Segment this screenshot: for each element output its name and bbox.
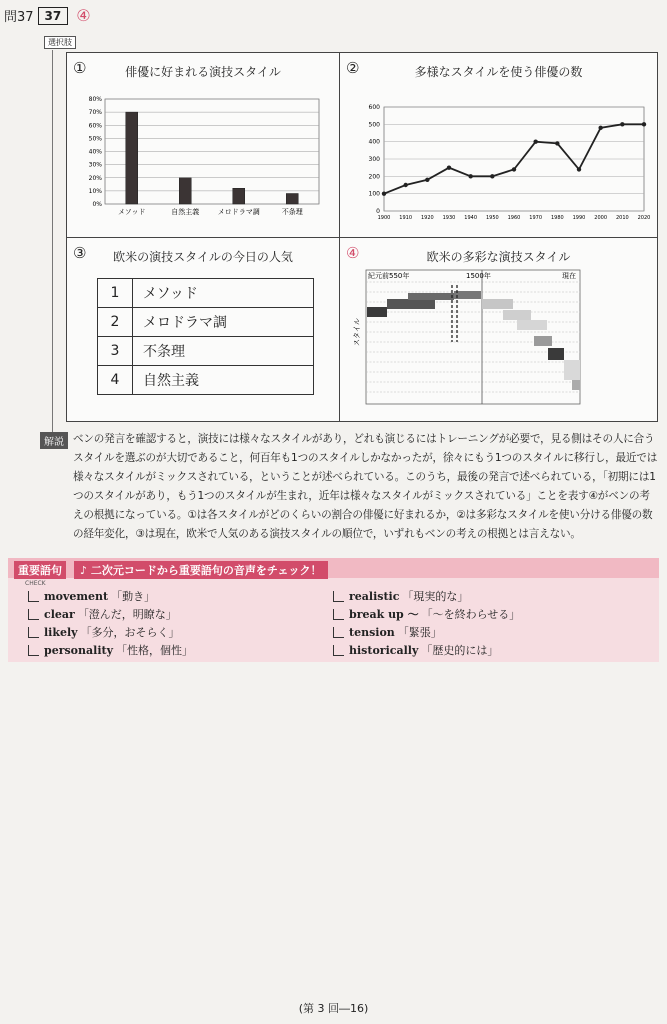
line-x-tick-label: 1950 bbox=[485, 215, 499, 221]
style-bar bbox=[454, 291, 481, 299]
choice-4-number: ④ bbox=[346, 244, 360, 262]
bar-4 bbox=[286, 194, 298, 205]
bar-y-tick-label: 40% bbox=[88, 148, 102, 156]
vocab-item bbox=[28, 588, 155, 604]
vocab-word: clear bbox=[44, 607, 75, 621]
rank-number: 1 bbox=[98, 279, 133, 308]
line-x-tick-label: 2000 bbox=[594, 215, 608, 221]
page-footer: (第 3 回―16) bbox=[298, 1002, 369, 1015]
line-point bbox=[468, 174, 472, 178]
rank-row bbox=[98, 279, 314, 308]
vocab-meaning: 「緊張」 bbox=[397, 626, 442, 639]
rank-number: 2 bbox=[98, 308, 133, 337]
line-x-tick-label: 1930 bbox=[442, 215, 456, 221]
line-x-tick-label: 1980 bbox=[550, 215, 564, 221]
timeline-ylabel: スタイル bbox=[353, 318, 361, 346]
bar-y-tick-label: 20% bbox=[88, 174, 102, 182]
choice-2-title: 多様なスタイルを使う俳優の数 bbox=[414, 65, 583, 79]
rank-number: 3 bbox=[98, 337, 133, 366]
bar-x-tick-label: 不条理 bbox=[281, 208, 303, 216]
style-bar bbox=[503, 310, 531, 320]
style-bar bbox=[387, 299, 435, 309]
vocab-meaning: 「～を終わらせる」 bbox=[421, 608, 521, 621]
choice-3-title: 欧米の演技スタイルの今日の人気 bbox=[113, 250, 293, 264]
style-bar bbox=[482, 299, 513, 309]
line-chart bbox=[340, 53, 657, 237]
choice-3-panel bbox=[67, 238, 340, 421]
explanation-tag: 解説 bbox=[40, 432, 68, 449]
rank-row bbox=[98, 308, 314, 337]
line-point bbox=[533, 139, 537, 143]
line-y-tick-label: 600 bbox=[368, 104, 380, 111]
choice-2-panel bbox=[340, 53, 657, 238]
question-header bbox=[4, 6, 91, 25]
vocab-word: personality bbox=[44, 643, 113, 657]
check-box[interactable] bbox=[28, 609, 39, 620]
check-box[interactable] bbox=[333, 609, 344, 620]
line-x-tick-label: 1990 bbox=[572, 215, 586, 221]
line-point bbox=[403, 183, 407, 187]
line-x-tick-label: 1970 bbox=[529, 215, 543, 221]
style-bar bbox=[534, 336, 552, 346]
line-point bbox=[382, 191, 386, 195]
line-x-tick-label: 1960 bbox=[507, 215, 521, 221]
vocab-word: break up ～ bbox=[349, 608, 419, 621]
style-bar bbox=[367, 307, 387, 317]
choice-grid bbox=[66, 52, 658, 422]
explanation-text: ベンの発言を確認すると，演技には様々なスタイルがあり，どれも演じるにはトレーニングが必要で，見る側はその人に合うスタイルを選ぶのが大切であること，何百年も1つのスタイルしかなかったが，徐々にもう1つのスタイルに移行し，最近では様々なスタイルがミックスされている，ということが述べられている。このうち，最後の発言で述べられている，「初期には1つのスタイルがあり，もう1つのスタイルが生まれ，近年は様々なスタイルがミックスされている」ことを表す④がベンの考えの根拠になっている。①は各スタイルがどのくらいの割合の俳優に好まれるか，②は多彩なスタイルを使い分ける俳優の数の経年変化，③は現在，欧米で人気のある演技スタイルの順位で，いずれもベンの考えの根拠とは言えない。 bbox=[73, 433, 658, 540]
line-y-tick-label: 500 bbox=[368, 121, 380, 129]
line-x-tick-label: 2010 bbox=[615, 215, 629, 221]
line-x-tick-label: 1920 bbox=[420, 215, 434, 221]
vocab-word: likely bbox=[44, 625, 78, 639]
bar-3 bbox=[233, 188, 245, 204]
margin-line bbox=[52, 50, 53, 434]
line-x-tick-label: 1910 bbox=[399, 215, 413, 221]
vocab-title: 重要語句 bbox=[14, 561, 66, 579]
vocab-subtitle: ♪ 二次元コードから重要語句の音声をチェック！ bbox=[74, 561, 328, 579]
rank-style: メロドラマ調 bbox=[133, 308, 314, 337]
vocab-item bbox=[333, 588, 468, 604]
line-x-tick-label: 1900 bbox=[377, 215, 391, 221]
vocab-meaning: 「現実的な」 bbox=[402, 590, 469, 603]
vocab-item bbox=[28, 624, 180, 640]
bar-y-tick-label: 0% bbox=[92, 201, 102, 208]
choice-4-title: 欧米の多彩な演技スタイル bbox=[426, 250, 571, 264]
line-y-tick-label: 200 bbox=[368, 173, 380, 181]
bar-y-tick-label: 60% bbox=[88, 122, 102, 130]
rank-style: 不条理 bbox=[133, 337, 314, 366]
bar-y-tick-label: 50% bbox=[88, 135, 102, 143]
bar-y-tick-label: 10% bbox=[88, 187, 102, 195]
line-point bbox=[598, 126, 602, 130]
vocab-item bbox=[333, 606, 520, 622]
vocab-meaning: 「多分，おそらく」 bbox=[80, 626, 180, 639]
line-point bbox=[512, 167, 516, 171]
line-y-tick-label: 400 bbox=[368, 138, 380, 146]
answer-mark: ④ bbox=[76, 6, 91, 25]
line-point bbox=[620, 122, 624, 126]
vocab-word: realistic bbox=[349, 589, 400, 603]
rank-style: 自然主義 bbox=[133, 366, 314, 395]
vocab-meaning: 「性格，個性」 bbox=[115, 644, 193, 657]
vocab-meaning: 「動き」 bbox=[111, 590, 156, 603]
style-bar bbox=[408, 293, 454, 300]
choice-tag: 選択肢 bbox=[44, 36, 76, 49]
vocab-meaning: 「澄んだ，明瞭な」 bbox=[77, 608, 177, 621]
rank-row bbox=[98, 337, 314, 366]
vocab-word: tension bbox=[349, 625, 395, 639]
style-bar bbox=[564, 360, 580, 380]
question-label: 問37 bbox=[4, 10, 34, 25]
choice-4-panel bbox=[340, 238, 657, 421]
bar-y-tick-label: 30% bbox=[88, 161, 102, 169]
line-point bbox=[490, 174, 494, 178]
bar-y-tick-label: 80% bbox=[88, 96, 102, 103]
check-box[interactable] bbox=[333, 645, 344, 656]
line-point bbox=[555, 141, 559, 145]
vocab-meaning: 「歴史的には」 bbox=[421, 644, 499, 657]
check-label: CHECK bbox=[25, 580, 46, 587]
timeline-label-end: 現在 bbox=[562, 272, 576, 280]
line-y-tick-label: 0 bbox=[376, 208, 380, 215]
style-timeline-diagram bbox=[340, 238, 657, 421]
vocab-word: movement bbox=[44, 589, 109, 603]
rank-row bbox=[98, 366, 314, 395]
bar-y-tick-label: 70% bbox=[88, 109, 102, 117]
vocab-item bbox=[333, 642, 498, 658]
rank-style: メソッド bbox=[133, 279, 314, 308]
timeline-label-start: 紀元前550年 bbox=[368, 272, 410, 280]
vocab-item bbox=[333, 624, 442, 640]
choice-1-panel bbox=[67, 53, 340, 238]
check-box[interactable] bbox=[28, 627, 39, 638]
rank-table bbox=[97, 278, 314, 395]
style-bar bbox=[572, 380, 580, 390]
check-box[interactable] bbox=[333, 591, 344, 602]
choice-1-number: ① bbox=[73, 59, 87, 77]
line-x-tick-label: 2020 bbox=[637, 215, 651, 221]
line-x-tick-label: 1940 bbox=[464, 215, 478, 221]
bar-chart bbox=[67, 53, 339, 237]
choice-1-title: 俳優に好まれる演技スタイル bbox=[125, 65, 281, 79]
vocab-item bbox=[28, 642, 193, 658]
choice-3-number: ③ bbox=[73, 244, 87, 262]
question-number-box: 37 bbox=[38, 7, 69, 25]
bar-x-tick-label: 自然主義 bbox=[171, 208, 200, 216]
line-y-tick-label: 100 bbox=[368, 190, 380, 198]
timeline-label-mid: 1500年 bbox=[466, 272, 491, 280]
line-point bbox=[577, 167, 581, 171]
style-bar bbox=[548, 348, 564, 360]
bar-x-tick-label: メソッド bbox=[118, 208, 146, 216]
line-y-tick-label: 300 bbox=[368, 156, 380, 163]
vocab-word: historically bbox=[349, 643, 419, 657]
rank-number: 4 bbox=[98, 366, 133, 395]
bar-2 bbox=[179, 178, 191, 204]
vocab-item bbox=[28, 606, 177, 622]
line-point bbox=[447, 165, 451, 169]
bar-x-tick-label: メロドラマ調 bbox=[217, 208, 260, 216]
style-bar bbox=[517, 320, 547, 330]
bar-1 bbox=[126, 112, 138, 204]
choice-2-number: ② bbox=[346, 59, 360, 77]
check-box[interactable] bbox=[333, 627, 344, 638]
check-box[interactable] bbox=[28, 591, 39, 602]
check-box[interactable] bbox=[28, 645, 39, 656]
line-point bbox=[642, 122, 646, 126]
line-point bbox=[425, 178, 429, 182]
